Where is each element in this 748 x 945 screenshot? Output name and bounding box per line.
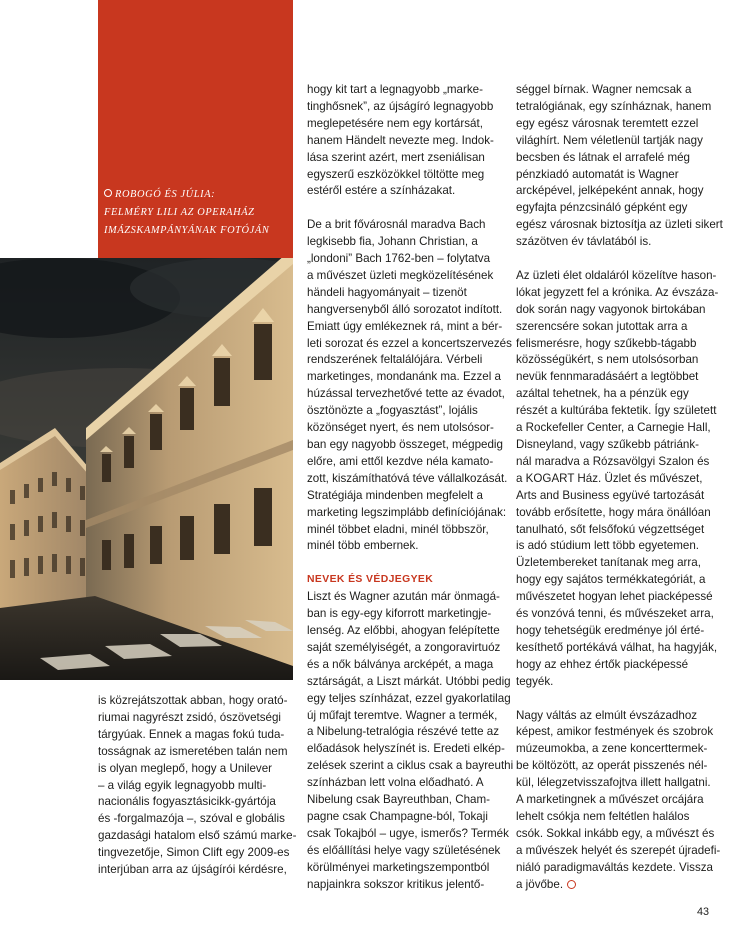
text-line: interjúban arra az újságírói kérdésre,: [98, 863, 287, 877]
text-line: a Rockefeller Center, a Carnegie Hall,: [516, 421, 711, 435]
caption-line-1: ROBOGÓ ÉS JÚLIA:: [104, 186, 287, 204]
text-line: hogy tehetségük eredménye jól érté-: [516, 623, 705, 637]
text-line: csak Tokajból – ugye, ismerős? Termék: [307, 826, 509, 840]
text-line: gazdasági hatalom első számú marke-: [98, 829, 297, 843]
text-line: niáló paradigmaváltás kezdete. Vissza: [516, 860, 713, 874]
text-line: százötven év távlatából is.: [516, 235, 652, 249]
text-line: minél több embernek.: [307, 539, 419, 553]
text-line: részét a kultúrába fektetik. Így született: [516, 404, 717, 418]
text-line: ösztönözte a „fogyasztást”, lojális: [307, 404, 478, 418]
text-line: azáltal tehetnek, ha a pénzük egy: [516, 387, 689, 401]
text-line: ban egy nagyobb összeget, mégpedig: [307, 438, 503, 452]
text-line: meglepetésére nem egy kortársát,: [307, 116, 483, 130]
text-line: riumai nagyrészt zsidó, ószövetségi: [98, 710, 282, 724]
text-line: hangversenyből álló sorozatot indított.: [307, 302, 503, 316]
text-line: a Nibelung-tetralógia részévé tette az: [307, 725, 500, 739]
text-line: saját személyiségét, a zongoravirtuóz: [307, 640, 501, 654]
text-line: és vonzóvá tenni, és művészeket arra,: [516, 607, 714, 621]
paragraph-gap: [307, 200, 502, 217]
text-line: hogy az ehhez értők piacképessé: [516, 657, 689, 671]
text-line: tingvezetője, Simon Clift egy 2009-es: [98, 846, 290, 860]
end-of-article-icon: [567, 880, 576, 889]
text-line: De a brit fővárosnál maradva Bach: [307, 218, 486, 232]
text-line: felismerésre, hogy szűkebb-tágabb: [516, 336, 697, 350]
text-line: nevük fennmaradásáért a legtöbbet: [516, 370, 699, 384]
text-line: Arts and Business együvé tartozását: [516, 488, 705, 502]
text-line: zott, kiszámíthatóvá téve vállalkozását.: [307, 471, 508, 485]
text-line: dok során nagy vagyonok birtokában: [516, 302, 706, 316]
text-line: egész városnak biztosítja az üzleti sikert: [516, 218, 723, 232]
text-line: – a világ egyik legnagyobb multi-: [98, 778, 267, 792]
text-line: sztárságát, a Liszt márkát. Utóbbi pedig: [307, 674, 511, 688]
text-line: művészetet hogyan lehet piacképessé: [516, 590, 713, 604]
text-line: estéről estére a színházakat.: [307, 184, 456, 198]
text-line: közösségükért, s nem utolsósorban: [516, 353, 699, 367]
section-subhead: NEVEK ÉS VÉDJEGYEK: [307, 574, 434, 586]
text-line: marketing legszimplább definíciójának:: [307, 505, 507, 519]
paragraph-gap: [516, 691, 716, 708]
text-line: minél többet eladni, minél többször,: [307, 522, 489, 536]
text-line: Emiatt úgy emlékeznek rá, mint a bér-: [307, 319, 503, 333]
text-line: leti sorozat és ezzel a koncertszervezés: [307, 336, 512, 350]
text-line: tinghősnek”, az újságíró legnagyobb: [307, 99, 494, 113]
caption-ring-icon: [104, 189, 112, 197]
text-line: csók. Sokkal inkább egy, a művészt és: [516, 826, 715, 840]
text-line: Nagy váltás az elmúlt évszázadhoz: [516, 708, 698, 722]
text-line: a művészek helyét és szerepét újradefi-: [516, 843, 721, 857]
text-line: hogy kit tart a legnagyobb „marke-: [307, 83, 483, 96]
text-line: egy egész városnak teremtett ezzel: [516, 116, 699, 130]
caption-line-2: FELMÉRY LILI AZ OPERAHÁZ: [104, 207, 255, 218]
text-line: hanem Händelt nevezte meg. Indok-: [307, 133, 494, 147]
text-line: is olyan meglepő, hogy a Unilever: [98, 761, 273, 775]
text-line: húzással tervezhetővé tette az évadot,: [307, 387, 505, 401]
text-line: közönséget nyert, és nem utolsósor-: [307, 421, 494, 435]
text-line: napjainkra sokszor kritikus jelentő-: [307, 877, 485, 891]
text-line: a KOGART Ház. Üzlet és művészet,: [516, 471, 703, 485]
palace-illustration: [0, 258, 293, 680]
text-line: „londoni” Bach 1762-ben – folytatva: [307, 252, 491, 266]
text-line: tetralógiának, egy színháznak, hanem: [516, 99, 712, 113]
text-line: kül, lélegzetvisszafojtva illett hallgatni.: [516, 776, 711, 790]
text-line: legkisebb fia, Johann Christian, a: [307, 235, 478, 249]
text-line: színházban lett volna előadható. A: [307, 776, 484, 790]
text-line: kesíthető portékává válhat, ha hagyják,: [516, 640, 718, 654]
text-line: arcképével, jelképeként annak, hogy: [516, 184, 704, 198]
text-line: marketinges, mondanánk ma. Ezzel a: [307, 370, 501, 384]
text-line: zelések szerint a ciklus csak a bayreuthi: [307, 759, 514, 773]
text-line: lókat jegyzett fel a krónika. Az évszáza-: [516, 285, 719, 299]
text-line: Stratégiája mindenben megfelelt a: [307, 488, 483, 502]
text-line: lenség. Az előbbi, ahogyan felépítette: [307, 623, 500, 637]
text-line: szerencsére sokan jutottak arra a: [516, 319, 688, 333]
text-line: A marketingnek a művészet orcájára: [516, 793, 704, 807]
text-line: és -forgalmazója –, szóval e globális: [98, 812, 285, 826]
page-number: 43: [697, 906, 710, 918]
text-line: lehelt csókja nem feltétlen halálos: [516, 809, 690, 823]
text-line: is közrejátszottak abban, hogy orató-: [98, 694, 288, 707]
text-line: lása szerint azért, mert zseniálisan: [307, 150, 485, 164]
text-line: pagne csak Champagne-ból, Tokaji: [307, 809, 488, 823]
text-line: előadások helyszínét is. Eredeti elkép-: [307, 742, 505, 756]
text-line: tegyék.: [516, 674, 554, 688]
text-line: Az üzleti élet oldaláról közelítve hason-: [516, 268, 717, 282]
text-line: is adó stúdium lett több egyetemen.: [516, 539, 700, 553]
palace-photo: [0, 258, 293, 680]
text-line: nacionális fogyasztásicikk-gyártója: [98, 795, 276, 809]
text-column-right: [516, 82, 723, 893]
text-line: egy teljes színházat, ezzel gyakorlatilag: [307, 691, 511, 705]
text-line: előre, ami ettől kezdve néla kamato-: [307, 454, 494, 468]
text-line: pénzkiadó automatát is Wagner: [516, 167, 679, 181]
text-line: séggel bírnak. Wagner nemcsak a: [516, 83, 692, 96]
paragraph-gap: [516, 251, 716, 268]
text-line: rendszerének feltalálójára. Vérbeli: [307, 353, 483, 367]
text-line: händeli hagyományait – tizenöt: [307, 285, 467, 299]
text-line: képest, amikor festmények és szobrok: [516, 725, 714, 739]
text-line: nál maradva a Rózsavölgyi Szalon és: [516, 454, 710, 468]
text-line: hogy egy sajátos termékkategóriát, a: [516, 573, 706, 587]
photo-caption: [98, 186, 293, 240]
text-column-middle: [307, 82, 514, 893]
text-line: Üzletembereket tanítanak meg arra,: [516, 556, 701, 570]
text-line: új műfajt teremtve. Wagner a termék,: [307, 708, 498, 722]
text-line: Liszt és Wagner azután már önmagá-: [307, 590, 500, 604]
text-line-last: a jövőbe.: [516, 877, 716, 894]
paragraph-gap: [307, 555, 502, 572]
text-line: tovább erősítette, hogy mára önállóan: [516, 505, 711, 519]
text-line: világhírt. Nem véletlenül tartják nagy: [516, 133, 703, 147]
caption-line-3: IMÁZSKAMPÁNYÁNAK FOTÓJÁN: [104, 225, 270, 236]
text-line: körülményei marketingszempontból: [307, 860, 490, 874]
text-line: egyszerű eszközökkel töltötte meg: [307, 167, 485, 181]
text-line: és előállítási helye vagy születésének: [307, 843, 501, 857]
text-column-left: [98, 693, 297, 879]
text-line: tosságnak az ismeretében talán nem: [98, 744, 288, 758]
text-line: és a nők bálványa arcképét, a maga: [307, 657, 494, 671]
text-line: egyfajta pénzcsináló gépként egy: [516, 201, 688, 215]
text-line: a művészet üzleti megközelítésének: [307, 268, 494, 282]
text-line: be költözött, az operát pisszenés nél-: [516, 759, 708, 773]
text-line: ban is egy-egy kiforrott marketingje-: [307, 607, 492, 621]
text-line: Nibelung csak Bayreuthban, Cham-: [307, 793, 491, 807]
text-line: múzeumokba, a zene koncerttermek-: [516, 742, 708, 756]
text-line: becsben és látnak el arrafelé még: [516, 150, 691, 164]
text-line: Disneyland, vagy szűkebb pátriánk-: [516, 438, 700, 452]
text-line: tárgyúak. Ennek a magas fokú tuda-: [98, 727, 285, 741]
text-line: tanulható, sőt felsőfokú végzettséget: [516, 522, 705, 536]
